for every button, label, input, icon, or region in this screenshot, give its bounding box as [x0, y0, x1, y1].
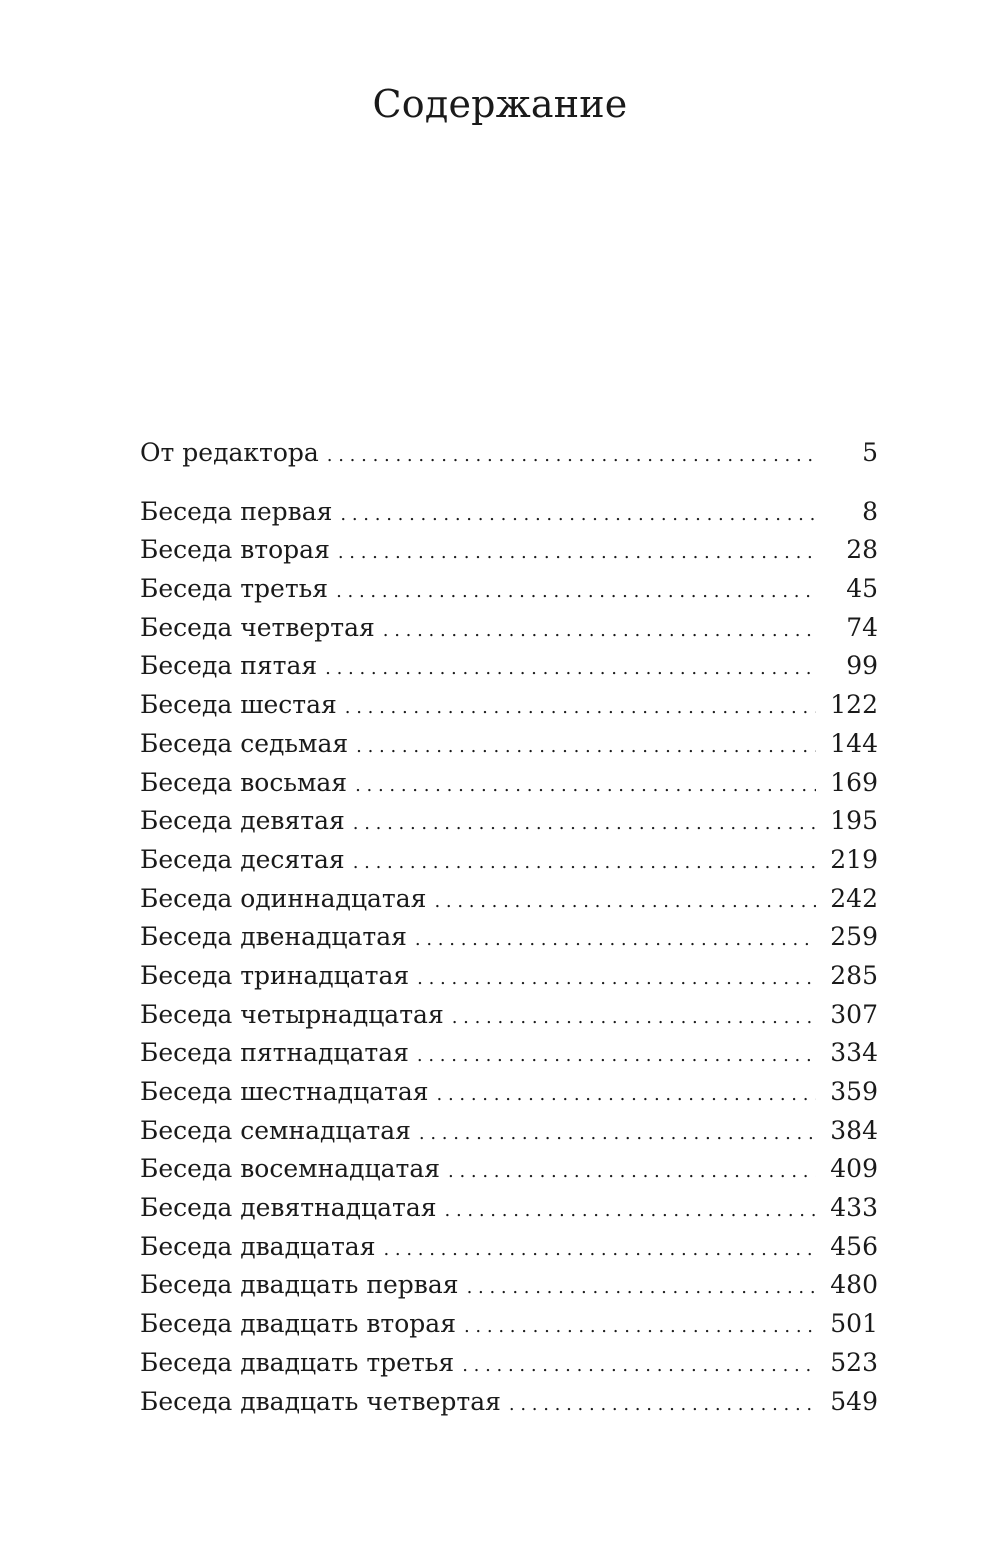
toc-dot-leader: [452, 996, 816, 1038]
toc-dot-leader: [467, 1266, 816, 1308]
toc-dot-leader: [448, 1150, 816, 1192]
toc-entry-title: Беседа четырнадцатая: [140, 999, 444, 1029]
toc-entry: [140, 1034, 878, 1073]
toc-entry-title: Беседа восьмая: [140, 767, 348, 797]
toc-entry-title: Беседа двадцать третья: [140, 1347, 455, 1377]
toc-entry-title: Беседа двадцать первая: [140, 1270, 459, 1300]
toc-entry-title: Беседа тринадцатая: [140, 960, 410, 990]
toc-entry-page: 523: [830, 1347, 878, 1377]
toc-entry-page: 456: [830, 1231, 878, 1261]
toc-entry-title: Беседа восемнадцатая: [140, 1154, 441, 1184]
toc-entry: [140, 1150, 878, 1189]
toc-entry: [140, 1344, 878, 1383]
toc-entry: [140, 1383, 878, 1422]
toc-dot-leader: [340, 493, 816, 535]
toc-entry-title: Беседа двенадцатая: [140, 922, 407, 952]
toc-entry-page: 334: [830, 1038, 878, 1068]
toc-entry: [140, 1266, 878, 1305]
toc-entry-page: 99: [846, 651, 878, 681]
toc-entry-page: 219: [830, 844, 878, 874]
toc-entry-title: От редактора: [140, 438, 319, 467]
toc-dot-leader: [383, 1228, 816, 1270]
toc-entry-title: Беседа двадцать четвертая: [140, 1386, 501, 1416]
toc-entry: [140, 1228, 878, 1267]
toc-entry-title: Беседа вторая: [140, 535, 330, 565]
toc-dot-leader: [437, 1073, 816, 1115]
toc-entry-page: 144: [830, 728, 878, 758]
toc-entry: [140, 725, 878, 764]
toc-entry-page: 242: [830, 883, 878, 913]
toc-entry-title: Беседа первая: [140, 496, 333, 526]
toc-entry: [140, 1073, 878, 1112]
toc-entry-page: 195: [830, 806, 878, 836]
toc-entry-title: Беседа десятая: [140, 844, 345, 874]
toc-entry: [140, 1112, 878, 1151]
toc-entry-title: Беседа третья: [140, 574, 329, 604]
toc-entry: [140, 531, 878, 570]
toc-entry: [140, 996, 878, 1035]
toc-dot-leader: [345, 686, 816, 728]
toc-entry: [140, 841, 878, 880]
toc-dot-leader: [445, 1189, 816, 1231]
toc-entry: [140, 802, 878, 841]
toc-entry: [140, 1189, 878, 1228]
toc-entry-page: 384: [830, 1115, 878, 1145]
toc-entry-page: 359: [830, 1077, 878, 1106]
toc-entry: [140, 609, 878, 648]
toc-entry-page: 307: [830, 999, 878, 1029]
toc-entry-title: Беседа пятнадцатая: [140, 1038, 409, 1068]
toc-dot-leader: [383, 609, 816, 651]
toc-dot-leader: [462, 1344, 816, 1386]
toc-entry: [140, 1305, 878, 1344]
toc-entry-title: Беседа одиннадцатая: [140, 883, 427, 913]
toc-entry-title: Беседа пятая: [140, 651, 318, 681]
toc-entry-title: Беседа двадцатая: [140, 1231, 376, 1261]
toc-entry-editor: [140, 434, 878, 473]
toc-entry: [140, 686, 878, 725]
toc-entry-title: Беседа шестая: [140, 690, 337, 720]
toc-entry-title: Беседа седьмая: [140, 728, 349, 758]
toc-entry: [140, 647, 878, 686]
toc-entry: [140, 764, 878, 803]
toc-entry: [140, 493, 878, 532]
toc-dot-leader: [509, 1383, 816, 1425]
toc-entry: [140, 957, 878, 996]
toc-dot-leader: [356, 725, 816, 767]
toc-entry-page: 5: [862, 438, 878, 467]
toc-dot-leader: [325, 647, 816, 689]
toc-dot-leader: [327, 434, 816, 476]
toc-entry-title: Беседа семнадцатая: [140, 1115, 411, 1145]
toc-dot-leader: [464, 1305, 816, 1347]
toc-entry-page: 74: [846, 612, 878, 642]
toc-entry-page: 169: [830, 767, 878, 797]
toc-entry-title: Беседа шестнадцатая: [140, 1077, 429, 1106]
toc-entry: [140, 880, 878, 919]
toc-dot-leader: [419, 1112, 816, 1154]
toc-entry: [140, 918, 878, 957]
toc-dot-leader: [417, 957, 816, 999]
toc-dot-leader: [434, 880, 816, 922]
toc-entry-page: 549: [830, 1386, 878, 1416]
toc-dot-leader: [353, 802, 816, 844]
toc-entry-title: Беседа девятнадцатая: [140, 1193, 437, 1223]
toc-dot-leader: [336, 570, 816, 612]
toc-entry-page: 28: [846, 535, 878, 565]
toc-dot-leader: [338, 531, 816, 573]
toc-dot-leader: [415, 918, 816, 960]
toc-entry-page: 45: [846, 574, 878, 604]
toc-entry-page: 409: [830, 1154, 878, 1184]
toc-dot-leader: [417, 1034, 816, 1076]
toc-entry-page: 285: [830, 960, 878, 990]
toc-dot-leader: [353, 841, 816, 883]
toc-entry-title: Беседа девятая: [140, 806, 345, 836]
toc-entry-page: 501: [830, 1309, 878, 1339]
toc-entry: [140, 570, 878, 609]
toc-entry-title: Беседа четвертая: [140, 612, 375, 642]
toc-entry-page: 122: [830, 690, 878, 720]
table-of-contents: [140, 434, 878, 1421]
toc-entry-page: 480: [830, 1270, 878, 1300]
toc-dot-leader: [355, 764, 816, 806]
toc-entry-page: 433: [830, 1193, 878, 1223]
toc-entry-page: 259: [830, 922, 878, 952]
toc-entry-title: Беседа двадцать вторая: [140, 1309, 456, 1339]
page-title: Содержание: [372, 82, 628, 126]
toc-entry-page: 8: [862, 496, 878, 526]
